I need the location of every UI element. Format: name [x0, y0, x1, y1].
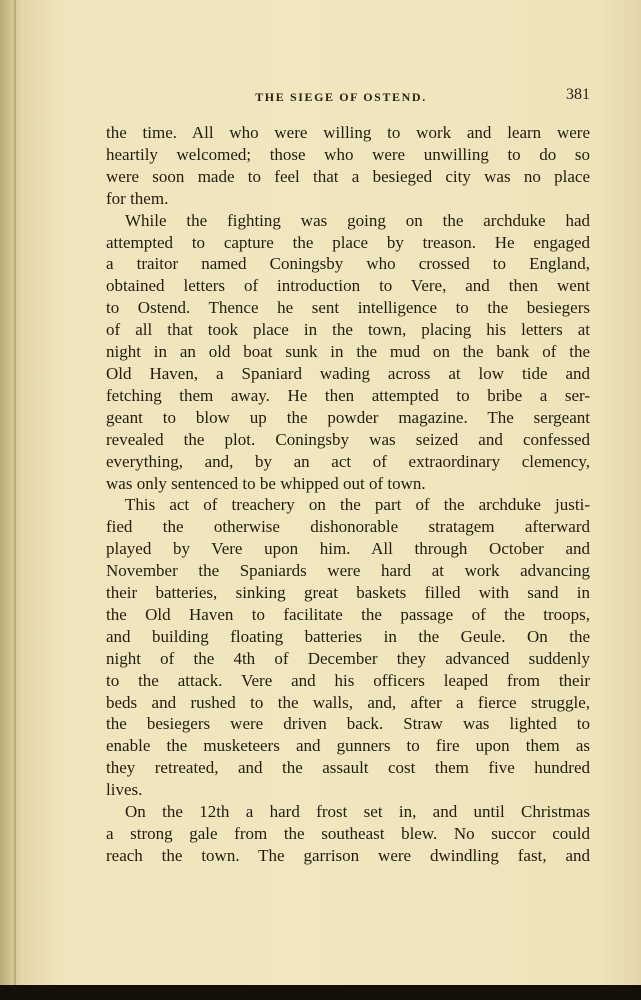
page-number: 381 [566, 86, 590, 103]
running-title: THE SIEGE OF OSTEND. [255, 90, 427, 104]
text-line: of all that took place in the town, placing his letters at [106, 320, 590, 340]
text-line: was only sentenced to be whipped out of town. [106, 473, 426, 493]
text-line: to Ostend. Thence he sent intelligence to the besiegers [106, 298, 590, 318]
text-line: beds and rushed to the walls, and, after a fierce struggle, [106, 692, 590, 712]
text-line: November the Spaniards were hard at work advancing [106, 561, 590, 581]
text-line: the time. All who were willing to work and learn were [106, 123, 590, 142]
paragraph [106, 122, 590, 210]
text-line: were soon made to feel that a besieged city was no place [106, 166, 590, 186]
text-line: played by Vere upon him. All through October and [106, 539, 590, 559]
text-line: On the 12th a hard frost set in, and until Christmas [125, 802, 590, 822]
text-line: for them. [106, 188, 169, 208]
text-line: reach the town. The garrison were dwindling fast, and [106, 845, 590, 865]
text-line: fetching them away. He then attempted to bribe a ser- [106, 385, 590, 405]
text-line: revealed the plot. Coningsby was seized and confessed [106, 429, 590, 449]
text-line: This act of treachery on the part of the archduke justi- [125, 495, 590, 515]
text-line: and building floating batteries in the Geule. On the [106, 626, 590, 646]
paragraph [106, 494, 590, 801]
text-line: to the attack. Vere and his officers leaped from their [106, 670, 590, 690]
text-line: While the fighting was going on the archduke had [125, 210, 590, 230]
page-gutter [14, 0, 16, 1000]
text-line: obtained letters of introduction to Vere, and then went [106, 276, 590, 296]
text-line: geant to blow up the powder magazine. The sergeant [106, 407, 590, 427]
text-line: attempted to capture the place by treason. He engaged [106, 232, 590, 252]
text-line: a strong gale from the southeast blew. No succor could [106, 824, 590, 843]
text-line: enable the musketeers and gunners to fire upon them as [106, 736, 590, 756]
text-line: night in an old boat sunk in the mud on the bank of the [106, 342, 590, 362]
text-line: Old Haven, a Spaniard wading across at low tide and [106, 363, 590, 383]
body-text [106, 122, 590, 867]
text-line: the besiegers were driven back. Straw was lighted to [106, 714, 590, 734]
text-line: night of the 4th of December they advanced suddenly [106, 648, 590, 668]
page-bottom-edge [0, 985, 641, 1000]
paragraph [106, 210, 590, 495]
text-line: their batteries, sinking great baskets filled with sand in [106, 583, 590, 603]
text-line: fied the otherwise dishonorable stratagem afterward [106, 517, 590, 537]
text-line: everything, and, by an act of extraordinary clemency, [106, 451, 590, 471]
text-line: the Old Haven to facilitate the passage of the troops, [106, 604, 590, 624]
paragraph [106, 801, 590, 867]
text-line: heartily welcomed; those who were unwilling to do so [106, 144, 590, 164]
text-line: lives. [106, 780, 143, 800]
text-line: they retreated, and the assault cost them five hundred [106, 758, 590, 778]
text-line: a traitor named Coningsby who crossed to England, [106, 254, 590, 274]
page-header [106, 86, 590, 110]
